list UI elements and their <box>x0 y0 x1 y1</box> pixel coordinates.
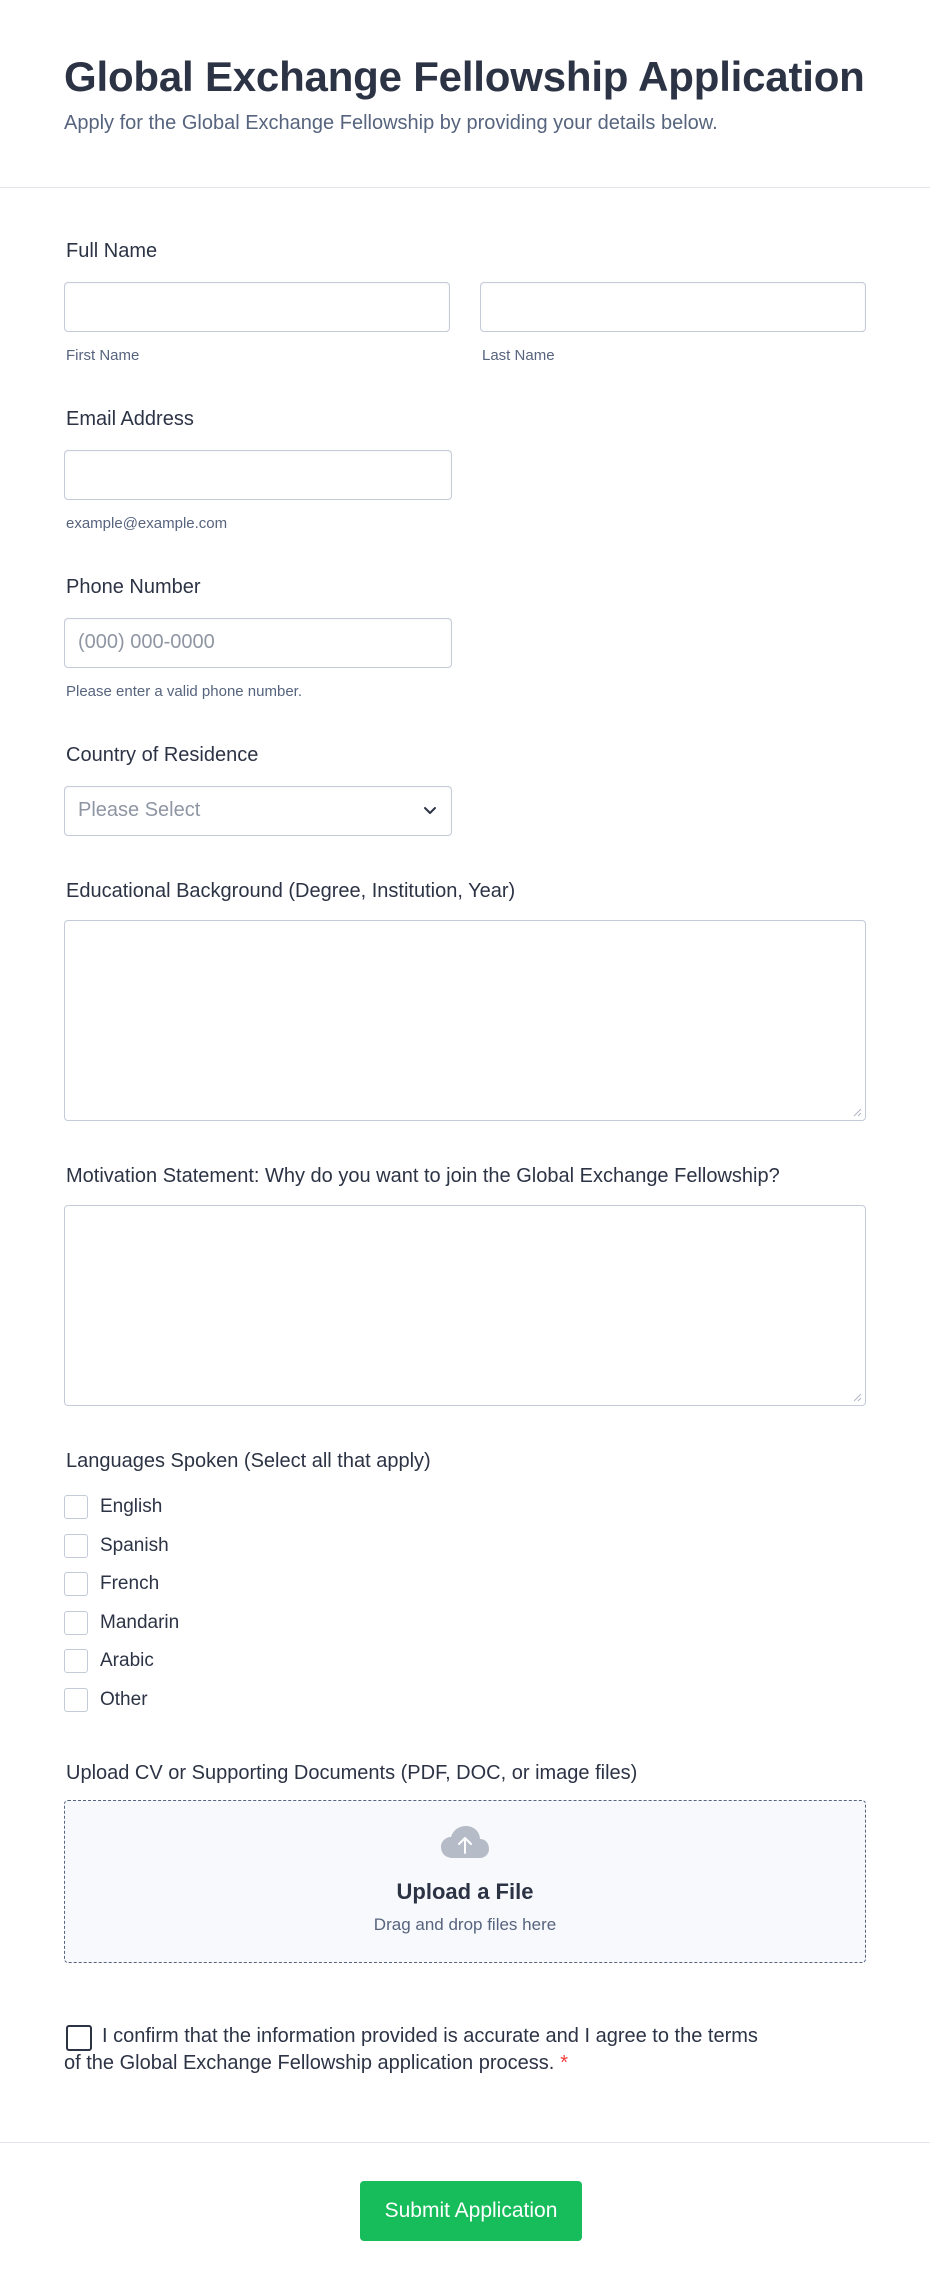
education-textarea[interactable] <box>64 920 866 1121</box>
checkbox[interactable] <box>64 1495 88 1519</box>
consent-checkbox-group[interactable] <box>64 2023 764 2077</box>
language-label: Arabic <box>100 1650 154 1672</box>
language-label: Spanish <box>100 1534 169 1556</box>
upload-field <box>64 1760 866 1963</box>
language-option-other[interactable] <box>64 1681 866 1720</box>
languages-field <box>64 1448 866 1719</box>
language-option-arabic[interactable] <box>64 1642 866 1681</box>
upload-hint: Drag and drop files here <box>373 1915 557 1934</box>
consent-field <box>64 2023 866 2077</box>
country-select-value: Please Select <box>64 786 452 836</box>
education-label: Educational Background (Degree, Institution, Year) <box>66 880 516 902</box>
checkbox[interactable] <box>64 1688 88 1712</box>
language-option-french[interactable] <box>64 1565 866 1604</box>
consent-checkbox[interactable] <box>66 2025 92 2051</box>
cloud-upload-icon <box>440 1825 490 1859</box>
upload-label: Upload CV or Supporting Documents (PDF, DOC, or image files) <box>66 1762 638 1784</box>
phone-sublabel: Please enter a valid phone number. <box>66 683 302 700</box>
email-input[interactable] <box>64 450 452 500</box>
country-field <box>64 742 866 836</box>
language-label: English <box>100 1496 163 1518</box>
full-name-field <box>64 238 866 366</box>
language-option-mandarin[interactable] <box>64 1604 866 1643</box>
languages-label: Languages Spoken (Select all that apply) <box>66 1450 431 1472</box>
motivation-field <box>64 1163 866 1406</box>
form-header <box>0 0 930 188</box>
first-name-sublabel: First Name <box>66 347 140 364</box>
consent-label: I confirm that the information provided is accurate and I agree to the terms of the Global Exchange Fellowship application process. <box>64 2025 758 2074</box>
last-name-input[interactable] <box>480 282 866 332</box>
required-asterisk: * <box>560 2052 569 2074</box>
language-label: Mandarin <box>100 1611 180 1633</box>
upload-title: Upload a File <box>396 1879 534 1904</box>
email-field <box>64 406 866 534</box>
checkbox[interactable] <box>64 1572 88 1596</box>
submit-button[interactable]: Submit Application <box>360 2181 582 2241</box>
form-title: Global Exchange Fellowship Application <box>64 53 865 100</box>
consent-text-block <box>64 2023 764 2077</box>
phone-label: Phone Number <box>66 576 201 598</box>
motivation-textarea[interactable] <box>64 1205 866 1406</box>
first-name-input[interactable] <box>64 282 450 332</box>
form-footer <box>0 2142 930 2288</box>
last-name-sublabel: Last Name <box>482 347 555 364</box>
checkbox[interactable] <box>64 1611 88 1635</box>
languages-checklist <box>64 1488 866 1719</box>
checkbox[interactable] <box>64 1534 88 1558</box>
country-select[interactable] <box>64 786 452 836</box>
full-name-label: Full Name <box>66 240 158 262</box>
education-field <box>64 878 866 1121</box>
email-sublabel: example@example.com <box>66 515 228 532</box>
form-subtitle: Apply for the Global Exchange Fellowship by providing your details below. <box>64 112 718 134</box>
motivation-label: Motivation Statement: Why do you want to join the Global Exchange Fellowship? <box>66 1165 780 1187</box>
language-option-english[interactable] <box>64 1488 866 1527</box>
phone-field <box>64 574 866 702</box>
resize-grip-icon[interactable] <box>852 1392 862 1402</box>
file-upload-dropzone[interactable] <box>64 1800 866 1963</box>
chevron-down-icon <box>420 800 440 820</box>
country-label: Country of Residence <box>66 744 259 766</box>
form-body <box>0 238 930 2077</box>
email-label: Email Address <box>66 408 194 430</box>
language-label: French <box>100 1573 160 1595</box>
checkbox[interactable] <box>64 1649 88 1673</box>
language-label: Other <box>100 1688 148 1710</box>
phone-input[interactable]: (000) 000-0000 <box>64 618 452 668</box>
language-option-spanish[interactable] <box>64 1527 866 1566</box>
resize-grip-icon[interactable] <box>852 1107 862 1117</box>
